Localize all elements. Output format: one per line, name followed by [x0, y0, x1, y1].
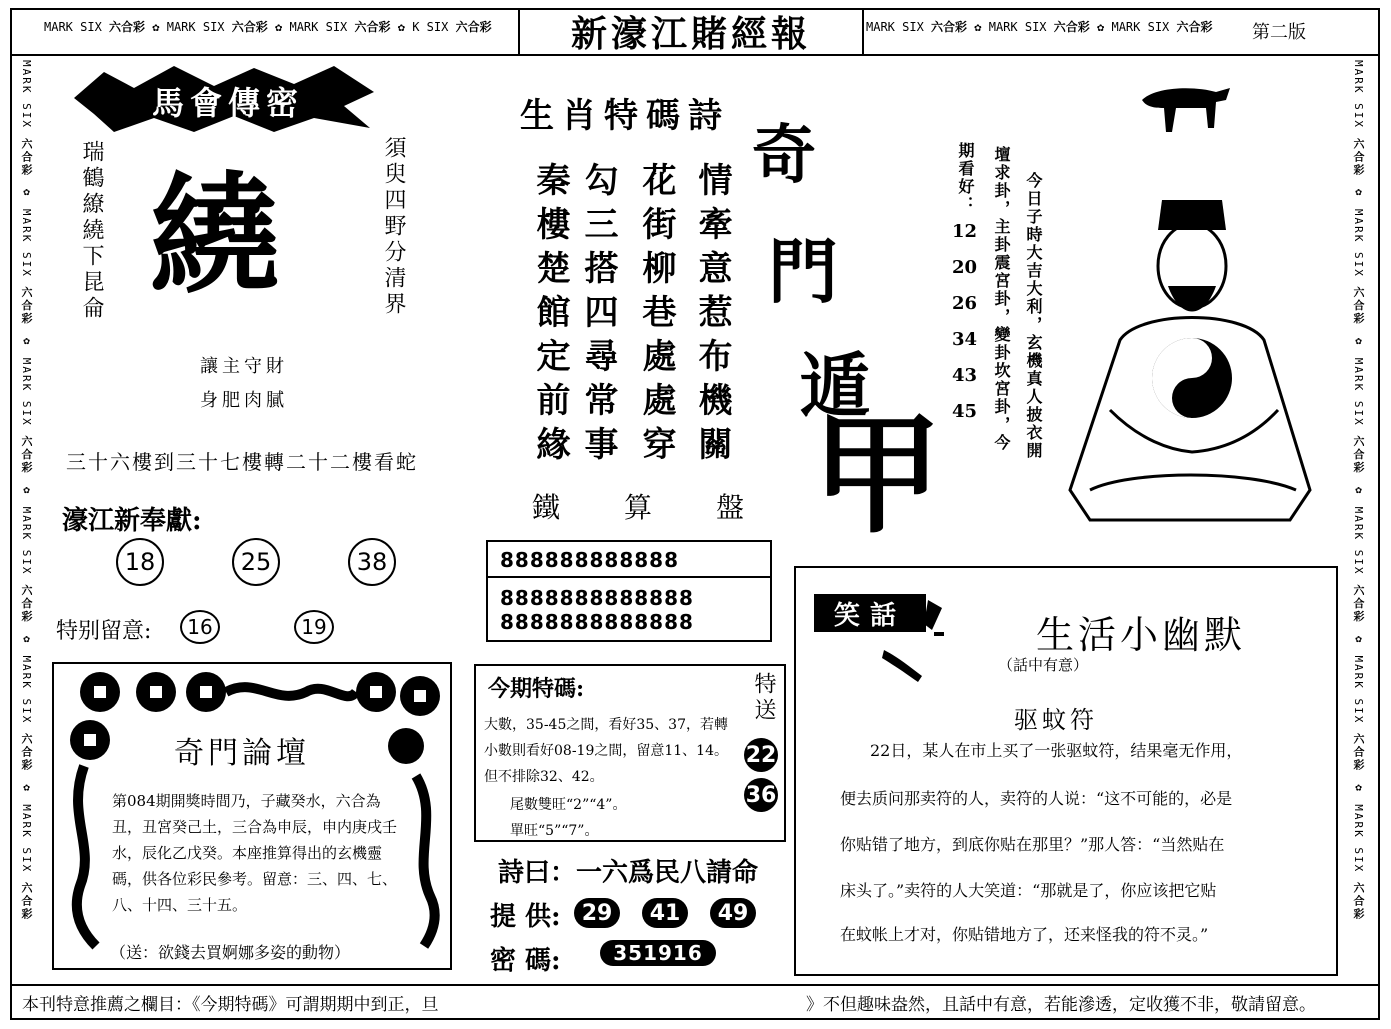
poem-column: 勾三搭四尋常事 [578, 162, 618, 470]
side-strip-right: MARK SIX 六合彩 ✿ MARK SIX 六合彩 ✿ MARK SIX 六合彩 ✿ MARK SIX 六合彩 ✿ MARK SIX 六合彩 ✿ MARK SIX 六合彩 [1352, 60, 1365, 921]
forum-title: 奇門論壇 [174, 736, 310, 771]
poem-column: 秦樓楚館定前緣 [530, 162, 570, 470]
joke-paragraph: 在蚊帐上才对，你贴错地方了，还来怪我的符不灵。” [840, 925, 1209, 944]
send-number: 22 [744, 738, 778, 772]
poem-column: 花街柳巷處處穿 [636, 162, 676, 470]
code-value: 351916 [600, 940, 716, 966]
special-number: 19 [294, 610, 334, 644]
big-character: 繞 [150, 158, 281, 311]
edition-label: 第二版 [1252, 22, 1306, 43]
joke-paragraph: 便去质问那卖符的人，卖符的人说：“这不可能的，必是 [840, 789, 1233, 808]
deity-illustration [1050, 190, 1340, 530]
side-strip-left: MARK SIX 六合彩 ✿ MARK SIX 六合彩 ✿ MARK SIX 六合彩 ✿ MARK SIX 六合彩 ✿ MARK SIX 六合彩 ✿ MARK SIX 六合彩 [20, 60, 33, 921]
joke-subtitle: （話中有意） [998, 656, 1089, 674]
deity-text: 壇求卦，主卦震宮卦，變卦坎宮卦，今 [992, 146, 1011, 452]
abacus-beam [488, 576, 770, 578]
abacus-bottom-beads: 8888888888888 [500, 586, 694, 610]
qimen-char: 門 [768, 230, 838, 313]
floor-hint: 三十六樓到三十七樓轉二十二樓看蛇 [66, 450, 418, 474]
deity-text: 今日子時大吉大利，玄機真人披衣開 [1024, 172, 1043, 460]
ox-illustration [1136, 78, 1236, 142]
special-body: 大數，35-45之間，看好35、37，若轉小數則看好08-19之間，留意11、14。但不排除32、42。 [484, 717, 728, 785]
special-label: 特别留意: [56, 619, 152, 644]
qimen-char: 甲 [812, 398, 943, 551]
poem-title: 生肖特碼詩 [520, 96, 730, 136]
contribution-label: 濠江新奉獻: [62, 506, 202, 536]
joke-badge: 笑話 [814, 594, 926, 632]
newspaper-title: 新濠江賭經報 [518, 8, 864, 54]
abacus-title: 鐵算盤 [532, 491, 809, 524]
verse-left: 瑞鶴繚繞下昆侖 [79, 140, 104, 322]
provide-label: 提 供: [490, 902, 561, 932]
header-divider [10, 54, 1380, 56]
deity-numbers: 12 20 26 34 43 45 [952, 221, 978, 422]
joke-heading: 驱蚊符 [1014, 706, 1098, 734]
joke-paragraph: 22日，某人在市上买了一张驱蚊符，结果毫无作用， [870, 741, 1243, 760]
code-label: 密 碼: [490, 946, 561, 976]
special-number: 16 [180, 610, 220, 644]
forum-body: 第084期開獎時間乃，子藏癸水，六合為丑，丑宮癸己土，三合為申辰，申内庚戌壬水，辰化乙戊癸。本座推算得出的玄機靈碼，供各位彩民參考。留意：三、四、七、八、十四、三十五。 [112, 792, 398, 914]
special-title: 今期特碼: [488, 676, 585, 702]
provide-number: 41 [642, 898, 688, 928]
send-number: 36 [744, 778, 778, 812]
verse-right: 須臾四野分清界 [381, 136, 406, 318]
footer-right: 》不但趣味盎然，且話中有意，若能滲透，定收獲不非，敬請留意。 [806, 995, 1316, 1015]
abacus-frame [486, 540, 772, 642]
joke-paragraph: 你贴错了地方，到底你贴在那里？”那人答：“当然贴在 [840, 835, 1225, 854]
forum-note: （送：欲錢去買婀娜多姿的動物） [110, 943, 351, 962]
badge-text: 馬會傳密 [151, 84, 304, 122]
brand-strip-right: MARK SIX 六合彩 ✿ MARK SIX 六合彩 ✿ MARK SIX 六合彩 [866, 20, 1213, 34]
deity-text: 期看好： [956, 142, 975, 214]
provide-number: 29 [574, 898, 620, 928]
poem-line: 詩曰：一六爲民八請命 [498, 858, 759, 888]
send-label: 特送 [751, 672, 776, 724]
special-tail-1: 尾數雙旺“2”“4”。 [510, 797, 627, 813]
qimen-char: 奇 [752, 118, 816, 193]
footer-left: 本刊特意推薦之欄目：《今期特碼》可謂期期中到正，旦 [22, 995, 439, 1015]
hint-line-1: 讓主守財 [200, 356, 288, 377]
contribution-number: 18 [116, 538, 164, 586]
joke-decoration [876, 590, 956, 690]
poem-column: 情牽意惹布機關 [692, 162, 732, 470]
joke-title: 生活小幽默 [1036, 613, 1247, 657]
qimen-char: 遁 [800, 344, 870, 427]
hint-line-2: 身肥肉膩 [200, 390, 288, 411]
special-tail-2: 單旺“5”“7”。 [510, 823, 599, 839]
provide-number: 49 [710, 898, 756, 928]
contribution-number: 25 [232, 538, 280, 586]
abacus-bottom-beads: 8888888888888 [500, 610, 694, 634]
joke-paragraph: 床头了。”卖符的人大笑道：“那就是了，你应该把它贴 [840, 881, 1217, 900]
brand-strip-left: MARK SIX 六合彩 ✿ MARK SIX 六合彩 ✿ MARK SIX 六合彩 ✿ K SIX 六合彩 [44, 20, 492, 34]
footer-divider [10, 984, 1380, 986]
abacus-top-beads: 888888888888 [500, 548, 679, 572]
contribution-number: 38 [348, 538, 396, 586]
